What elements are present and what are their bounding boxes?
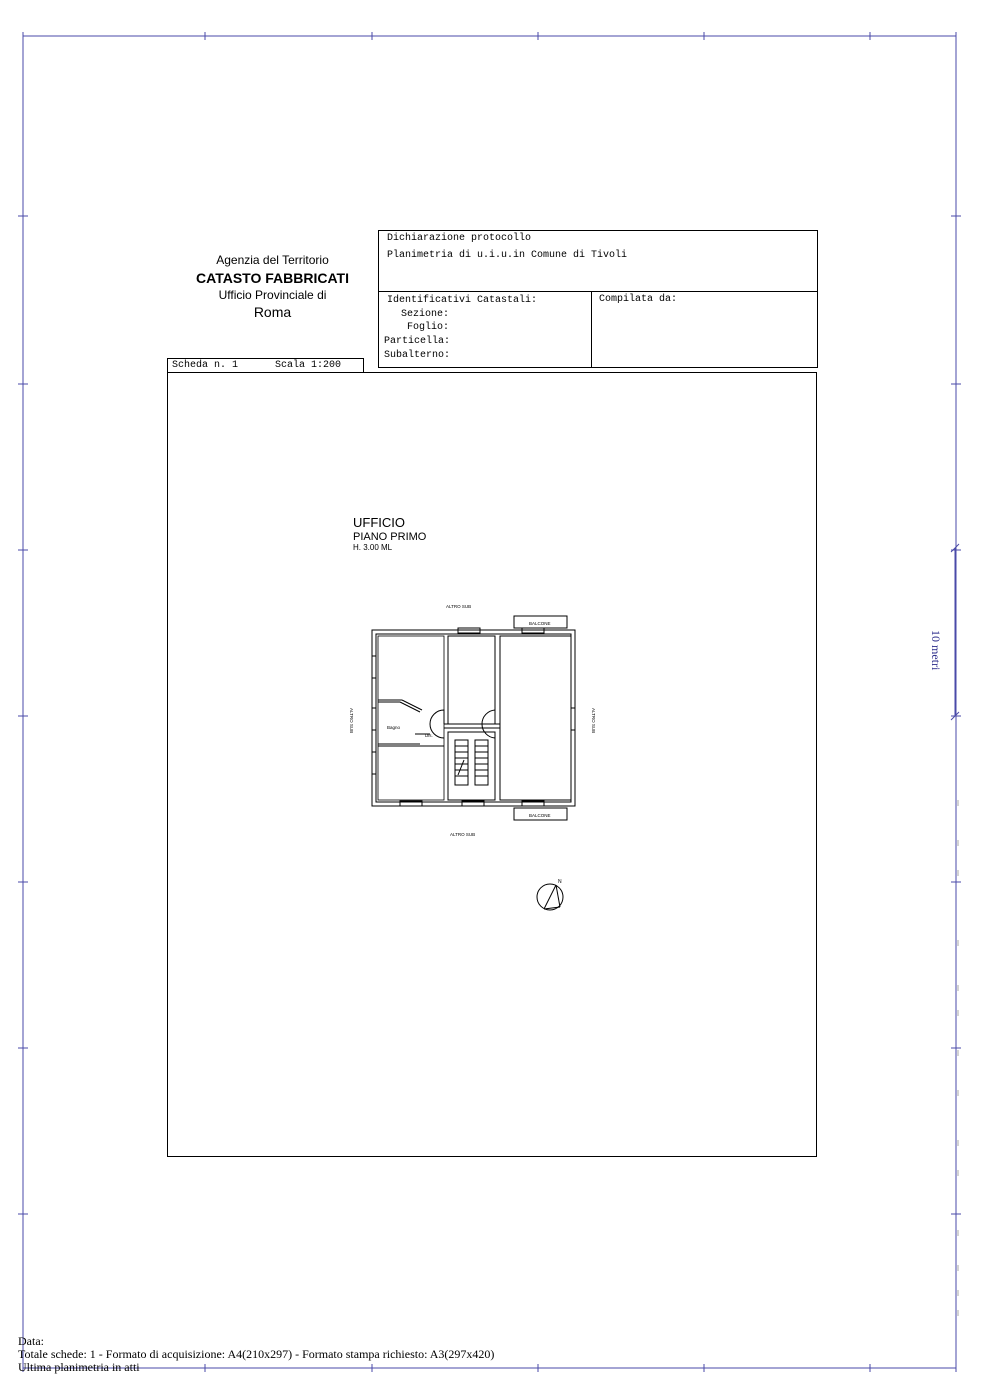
info-divider-h <box>379 291 817 292</box>
catasto-title: CATASTO FABBRICATI <box>196 270 349 286</box>
scheda-box <box>167 358 364 373</box>
altro-sub-top-label: ALTRO SUB <box>446 604 472 609</box>
north-arrow-icon <box>530 875 574 915</box>
footer-notes <box>18 1335 494 1374</box>
plan-title-block <box>353 515 426 552</box>
balcone-bottom-label: BALCONE <box>529 813 551 818</box>
scheda-number: Scheda n. 1 <box>172 360 239 371</box>
agency-name: Agenzia del Territorio <box>216 253 329 267</box>
balcone-top-label: BALCONE <box>529 621 551 626</box>
altro-sub-bottom-label: ALTRO SUB <box>450 832 476 837</box>
scheda-scale: Scala 1:200 <box>275 360 342 371</box>
plan-floor: PIANO PRIMO <box>353 531 427 543</box>
agency-header <box>190 252 355 321</box>
scale-bar-label: 10 metri <box>929 630 943 671</box>
office-city: Roma <box>253 304 292 320</box>
subalterno-label: Subalterno: <box>384 350 451 361</box>
sezione-label: Sezione: <box>400 309 449 320</box>
north-label: N <box>558 879 562 885</box>
bagno-label: Bagno <box>387 725 401 730</box>
identificativi-label: Identificativi Catastali: <box>387 295 538 306</box>
office-label: Ufficio Provinciale di <box>218 288 327 302</box>
compilata-label: Compilata da: <box>599 294 678 305</box>
plan-height: H. 3.00 ML <box>353 543 393 552</box>
dis-label: Dis. <box>425 733 433 738</box>
footer-data: Data: <box>18 1334 44 1348</box>
altro-sub-right-label: ALTRO SUB <box>591 708 596 734</box>
footer-ultima: Ultima planimetria in atti <box>18 1360 140 1374</box>
footer-totale: Totale schede: 1 - Formato di acquisizione: A4(210x297) - Formato stampa richiesto: A3(297x420) <box>18 1347 495 1361</box>
info-box <box>378 230 818 368</box>
altro-sub-left-label: ALTRO SUB <box>349 708 354 734</box>
info-divider-v <box>591 291 592 367</box>
scale-bar <box>951 544 959 720</box>
floor-plan <box>340 600 596 840</box>
planimetria-label: Planimetria di u.i.u.in Comune di Tivoli <box>387 250 628 261</box>
plan-title: UFFICIO <box>353 515 405 530</box>
particella-label: Particella: <box>384 336 451 347</box>
dichiarazione-label: Dichiarazione protocollo <box>387 233 532 244</box>
foglio-label: Foglio: <box>406 322 449 333</box>
